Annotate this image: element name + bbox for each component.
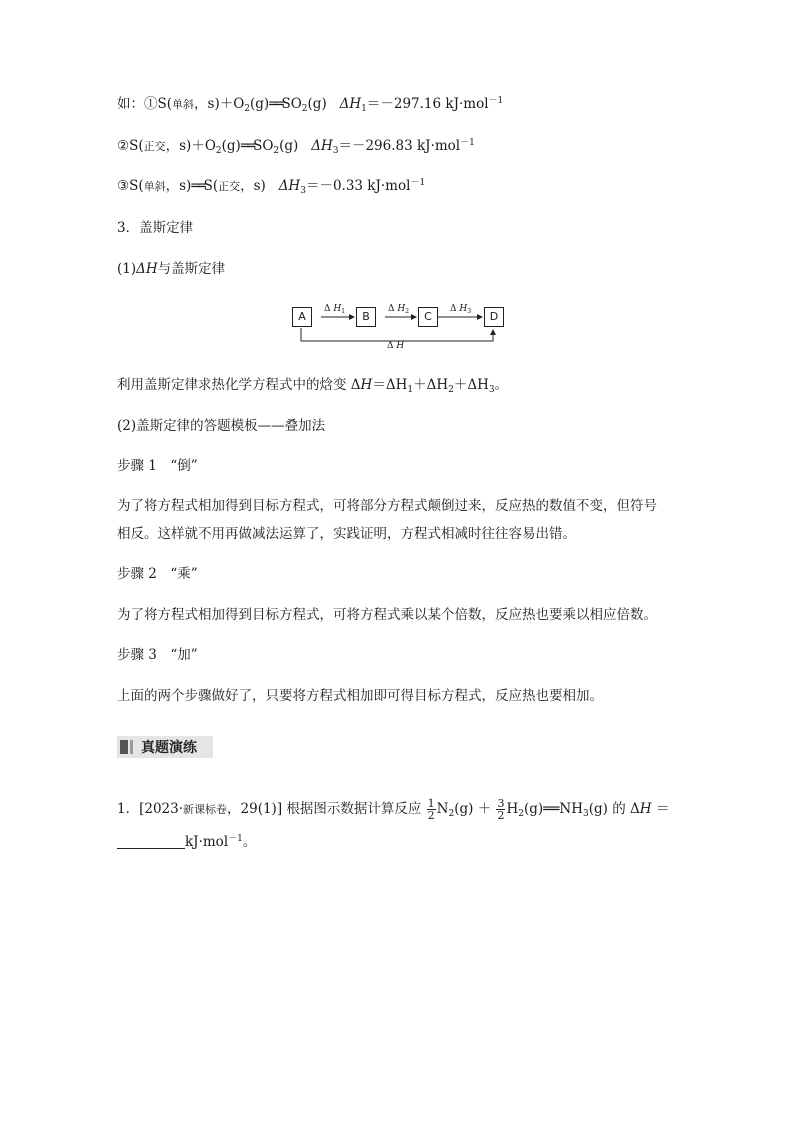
eq3-phase: 单斜 bbox=[143, 180, 166, 193]
eq1-prefix: 如：①S( bbox=[117, 96, 173, 112]
heading-hess-law: 3．盖斯定律 bbox=[117, 220, 194, 236]
subheading-template: (2)盖斯定律的答题模板——叠加法 bbox=[117, 418, 326, 434]
question-1: 1．[2023·新课标卷，29(1)] 根据图示数据计算反应 $\frac{1}{2}$ $N_2(g)$ ＋ $\frac{3}{2}$ $H_2(g)══NH_3(g)$ 的 ΔH ＝ bbox=[117, 797, 670, 822]
step2-text: 为了将方程式相加得到目标方程式，可将方程式乘以某个倍数，反应热也要乘以相应倍数。 bbox=[117, 607, 657, 623]
eq2-prefix: ②S( bbox=[117, 138, 144, 154]
answer-blank[interactable] bbox=[117, 834, 185, 849]
eq1-delta-h-sub: 1 bbox=[361, 104, 367, 114]
eq2-phase: 正交 bbox=[143, 140, 166, 153]
eq1-exp: －1 bbox=[488, 96, 504, 106]
label-dh1: Δ $H_1$ bbox=[324, 304, 346, 315]
eq3-product-phase: ，s) bbox=[240, 178, 266, 194]
q1-fraction-2: $\frac{3}{2}$ bbox=[497, 797, 505, 822]
section-header bbox=[117, 736, 213, 758]
eq2-exp: －1 bbox=[460, 138, 475, 148]
q1-ref: ，29(1)] 根据图示数据计算反应 bbox=[227, 801, 422, 817]
q1-num: 1．[2023· bbox=[117, 801, 184, 817]
eq2-product: SO bbox=[253, 138, 274, 154]
label-dh3: Δ $H_3$ bbox=[450, 304, 472, 315]
label-dh2: Δ $H_2$ bbox=[388, 304, 410, 315]
eq1-mid2: (g) bbox=[250, 96, 270, 112]
step1-title: 步骤 1 “倒” bbox=[117, 458, 198, 474]
eq1-phase: 单斜 bbox=[172, 98, 195, 111]
eq1-product: SO bbox=[281, 96, 302, 112]
q1-fraction-1: $\frac{1}{2}$ bbox=[427, 797, 435, 822]
node-b: B bbox=[356, 307, 376, 327]
hess-sum-line: 利用盖斯定律求热化学方程式中的焓变 $\Delta H=\Delta H_1+\Delta H_2+\Delta H_3$。 bbox=[117, 377, 509, 395]
eq2-mid2: (g) bbox=[221, 138, 241, 154]
eq1-product-phase: (g) bbox=[307, 96, 327, 112]
eq1-equals: ══ bbox=[269, 96, 282, 112]
eq3-mid: ，s) bbox=[165, 178, 192, 194]
hess-diagram bbox=[290, 303, 512, 355]
eq2-equals: ══ bbox=[240, 138, 254, 154]
section-bar-icon bbox=[120, 740, 128, 754]
eq3-delta-h-sub: 3 bbox=[300, 186, 306, 196]
equation-2: ②S(正交，$s)+O_2(g)══SO_2(g)$ $\Delta H_3=-296.83$ kJ·mol$^{-1}$ bbox=[117, 138, 475, 156]
eq3-delta-h: ΔH bbox=[278, 178, 301, 194]
eq2-delta-h-sub: 3 bbox=[332, 146, 339, 156]
hess-line-h: H bbox=[360, 377, 373, 393]
step1-text-line1: 为了将方程式相加得到目标方程式，可将部分方程式颠倒过来，反应热的数值不变，但符号 bbox=[117, 498, 657, 514]
step1-text-line2: 相反。这样就不用再做减法运算了，实践证明，方程式相减时往往容易出错。 bbox=[117, 526, 576, 542]
section-title: 真题演练 bbox=[141, 740, 197, 756]
eq3-prefix: ③S( bbox=[117, 178, 144, 194]
node-d: D bbox=[484, 307, 504, 327]
eq3-phase2: 正交 bbox=[218, 180, 241, 193]
sub1-prefix: (1) bbox=[117, 261, 137, 277]
hess-line-text: 利用盖斯定律求热化学方程式中的焓变 Δ bbox=[117, 377, 361, 393]
node-a: A bbox=[292, 307, 312, 327]
q1-source: 新课标卷 bbox=[183, 803, 228, 816]
hess-line-eq: ＝ΔH bbox=[372, 377, 408, 393]
eq2-mid: ，s)＋O bbox=[165, 138, 216, 154]
equation-1: 如：①S(单斜，$s)+O_2(g)══SO_2(g)$ $\Delta H_1=-297.16$ kJ·mol$^{-1}$ bbox=[117, 96, 504, 114]
q1-end: 。 bbox=[242, 834, 257, 850]
subheading-delta-h bbox=[117, 259, 225, 279]
eq3-product: S( bbox=[203, 178, 219, 194]
q1-exp: －1 bbox=[228, 834, 243, 844]
eq2-delta-h: ΔH bbox=[311, 138, 333, 154]
eq1-value: ＝－297.16 kJ·mol bbox=[366, 96, 489, 112]
arrow-a-d bbox=[301, 328, 493, 341]
step3-title: 步骤 3 “加” bbox=[117, 647, 198, 663]
q1-unit: kJ·mol bbox=[185, 834, 229, 850]
eq1-mid: ，s)＋O bbox=[194, 96, 245, 112]
eq2-product-phase: (g) bbox=[279, 138, 299, 154]
sub1-rest: 与盖斯定律 bbox=[157, 261, 226, 277]
eq3-equals: ══ bbox=[191, 178, 204, 194]
eq2-value: ＝－296.83 kJ·mol bbox=[338, 138, 461, 154]
step3-text: 上面的两个步骤做好了，只要将方程式相加即可得目标方程式，反应热也要相加。 bbox=[117, 688, 603, 704]
eq3-exp: －1 bbox=[410, 178, 426, 188]
node-c: C bbox=[418, 307, 438, 327]
step2-title: 步骤 2 “乘” bbox=[117, 566, 198, 582]
sub1-delta-h: ΔH bbox=[136, 261, 158, 277]
eq3-value: ＝－0.33 kJ·mol bbox=[305, 178, 411, 194]
label-dh-total: Δ H bbox=[387, 341, 405, 351]
equation-3 bbox=[117, 176, 425, 197]
section-bar2-icon bbox=[130, 740, 133, 754]
question-1-answer bbox=[117, 832, 256, 852]
eq1-delta-h: ΔH bbox=[339, 96, 362, 112]
